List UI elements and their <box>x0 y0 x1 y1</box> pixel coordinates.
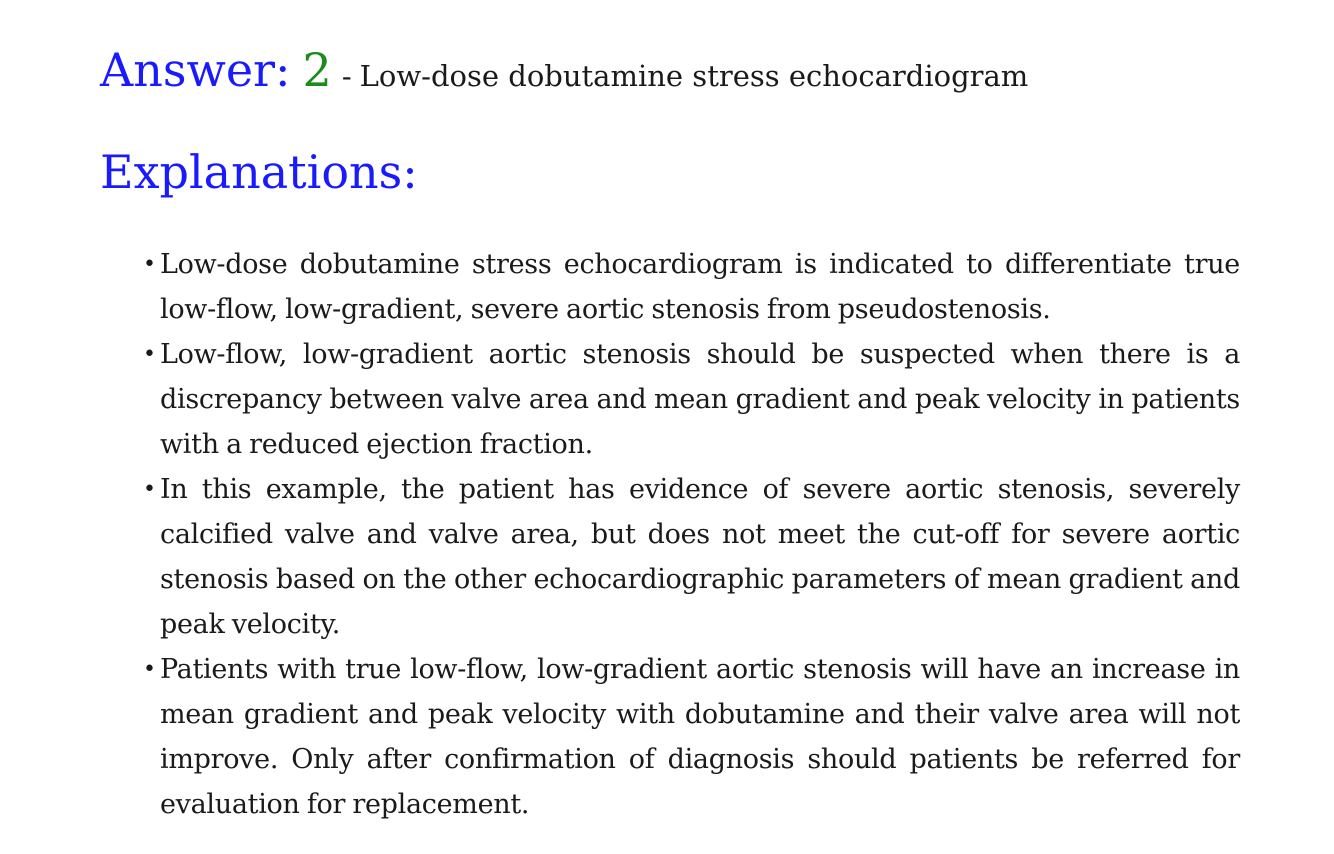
answer-line <box>100 40 1240 106</box>
explanations-heading: Explanations: <box>100 145 418 199</box>
explanation-text: Patients with true low-flow, low-gradient aortic stenosis will have an increase in mean gradient and peak velocity with dobutamine and their valve area will not improve. Only after confirmation of diagnosis should patients be referred for evaluation for replacement. <box>160 654 1240 820</box>
answer-separator: - <box>341 59 352 93</box>
explanation-item <box>143 332 1240 467</box>
explanation-item <box>143 242 1240 332</box>
bullet-icon: • <box>143 657 156 682</box>
bullet-icon: • <box>143 477 156 502</box>
answer-number: 2 <box>302 43 332 97</box>
bullet-icon: • <box>143 252 156 277</box>
explanation-text: Low-dose dobutamine stress echocardiogram is indicated to differentiate true low-flow, low-gradient, severe aortic stenosis from pseudostenosis. <box>160 249 1240 325</box>
explanation-item <box>143 467 1240 647</box>
answer-explanation-page <box>100 40 1240 827</box>
bullet-icon: • <box>143 342 156 367</box>
answer-text: Low-dose dobutamine stress echocardiogram <box>359 59 1029 93</box>
explanation-list <box>100 242 1240 827</box>
explanation-text: Low-flow, low-gradient aortic stenosis should be suspected when there is a discrepancy between valve area and mean gradient and peak velocity in patients with a reduced ejection fraction. <box>160 339 1240 460</box>
explanation-text: In this example, the patient has evidence of severe aortic stenosis, severely calcified valve and valve area, but does not meet the cut-off for severe aortic stenosis based on the other echocardiographic parameters of mean gradient and peak velocity. <box>160 474 1240 640</box>
answer-label: Answer: <box>100 43 291 97</box>
explanation-item <box>143 647 1240 827</box>
